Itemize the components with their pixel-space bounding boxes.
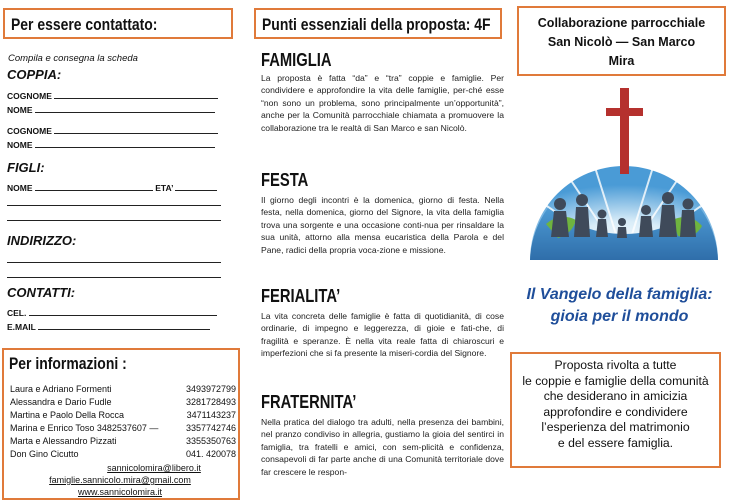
info-box: Per informazioni : Laura e Adriano Formenti 3493972799 Alessandra e Dario Fudle 3281728493 Martina e Paolo Della Rocca 3471143237 Marina e Enrico Toso 3482537607 — 3357742746 Marta e Alessandro Pizzati 3355350763 Don Gino Cicutto 041. 420078 sannicolomira@libero.it famiglie.sannicolo.mira@gmail.com www.sannicolomira.it bbox=[2, 348, 240, 500]
figli-nome-field[interactable]: NOME ETA’ bbox=[7, 182, 217, 193]
figli-heading: FIGLI: bbox=[7, 160, 45, 175]
form-instruction: Compila e consegna la scheda bbox=[8, 53, 138, 64]
nome-field-2[interactable]: NOME bbox=[7, 139, 215, 150]
festa-text: Il giorno degli incontri è la domenica, giorno di festa. Nella festa, nella domenica, giorno del Signore, la vita della famiglia trova una sorgente e una occasione conti-nua per rinsaldare la sua unità, attorno alla mensa eucaristica della Parola e del Pane, radici della propria voca-zione e missione. bbox=[261, 195, 504, 255]
famiglia-heading: FAMIGLIA bbox=[261, 50, 332, 70]
collab-line-2: San Nicolò — San Marco bbox=[547, 35, 696, 49]
fraternita-heading: FRATERNITA’ bbox=[261, 392, 357, 412]
proposal-title: Punti essenziali della proposta: 4F bbox=[262, 15, 491, 34]
tagline-line-1: Il Vangelo della famiglia: bbox=[526, 286, 713, 303]
cognome-field-2[interactable]: COGNOME bbox=[7, 125, 218, 136]
indirizzo-line-1[interactable] bbox=[7, 262, 221, 263]
proposal-summary-box bbox=[510, 352, 721, 468]
indirizzo-heading: INDIRIZZO: bbox=[7, 233, 77, 248]
info-title: Per informazioni : bbox=[9, 354, 127, 373]
collaboration-box bbox=[517, 6, 726, 76]
figli-line-1[interactable] bbox=[7, 205, 221, 206]
tagline-line-2: gioia per il mondo bbox=[550, 308, 689, 325]
figli-line-2[interactable] bbox=[7, 220, 221, 221]
cross-icon bbox=[606, 88, 643, 174]
summary-line: Proposta rivolta a tutte bbox=[554, 358, 677, 372]
family-globe-cross-logo bbox=[524, 84, 724, 262]
cover-panel bbox=[510, 0, 729, 500]
proposal-panel bbox=[250, 0, 506, 500]
summary-line: l’esperienza del matrimonio bbox=[541, 420, 690, 435]
ferialita-heading: FERIALITA’ bbox=[261, 286, 341, 306]
famiglia-text: La proposta è fatta “da” e “tra” coppie e famiglie. Per condividere e approfondire la vita delle famiglie, per-ché esse “non sono un problema, sono principalmente un’opportunità”, anche per la Comunità parrocchiale chiamata a promuovere la collaborazione tra le realtà di San Marco e san Nicolò. bbox=[261, 73, 504, 133]
contatti-heading: CONTATTI: bbox=[7, 285, 76, 300]
email-field[interactable]: E.MAIL bbox=[7, 321, 210, 332]
ferialita-text: La vita concreta delle famiglie è fatta di quotidianità, di cose ordinarie, di impegno e leggerezza, di gioie e fati-che, di fragilità e speranze. È nella vita reale fatta di chiaroscuri e imperfezioni che si fa presente la miseri-cordia del Signore. bbox=[261, 311, 504, 359]
cognome-field-1[interactable]: COGNOME bbox=[7, 90, 218, 101]
fraternita-text: Nella pratica del dialogo tra adulti, nella presenza dei bambini, nel pranzo condiviso in allegria, gustiamo la gioia del sentirci in famiglia, tra fratelli e amici, con sem-plicità e confidenza, consapevoli di far parte anche di una Comunità territoriale dove far crescere le respon- bbox=[261, 417, 504, 477]
collab-line-1: Collaborazione parrocchiale bbox=[537, 16, 706, 30]
proposal-title-box bbox=[254, 8, 502, 39]
indirizzo-line-2[interactable] bbox=[7, 277, 221, 278]
summary-line: e del essere famiglia. bbox=[557, 435, 674, 450]
festa-heading: FESTA bbox=[261, 170, 309, 190]
contact-title-box bbox=[3, 8, 233, 39]
summary-line: che desiderano in amicizia bbox=[543, 389, 688, 404]
summary-line: approfondire e condividere bbox=[543, 404, 688, 419]
website-link[interactable]: www.sannicolomira.it bbox=[77, 487, 163, 497]
coppia-heading: COPPIA: bbox=[7, 67, 62, 82]
contact-form-panel bbox=[0, 0, 242, 500]
collab-line-3: Mira bbox=[608, 54, 635, 68]
email-link-2[interactable]: famiglie.sannicolo.mira@gmail.com bbox=[49, 475, 191, 485]
contact-title: Per essere contattato: bbox=[11, 15, 158, 34]
nome-field-1[interactable]: NOME bbox=[7, 104, 215, 115]
summary-line: le coppie e famiglie della comunità bbox=[522, 373, 709, 388]
email-link-1[interactable]: sannicolomira@libero.it bbox=[107, 463, 201, 473]
cel-field[interactable]: CEL. bbox=[7, 307, 217, 318]
